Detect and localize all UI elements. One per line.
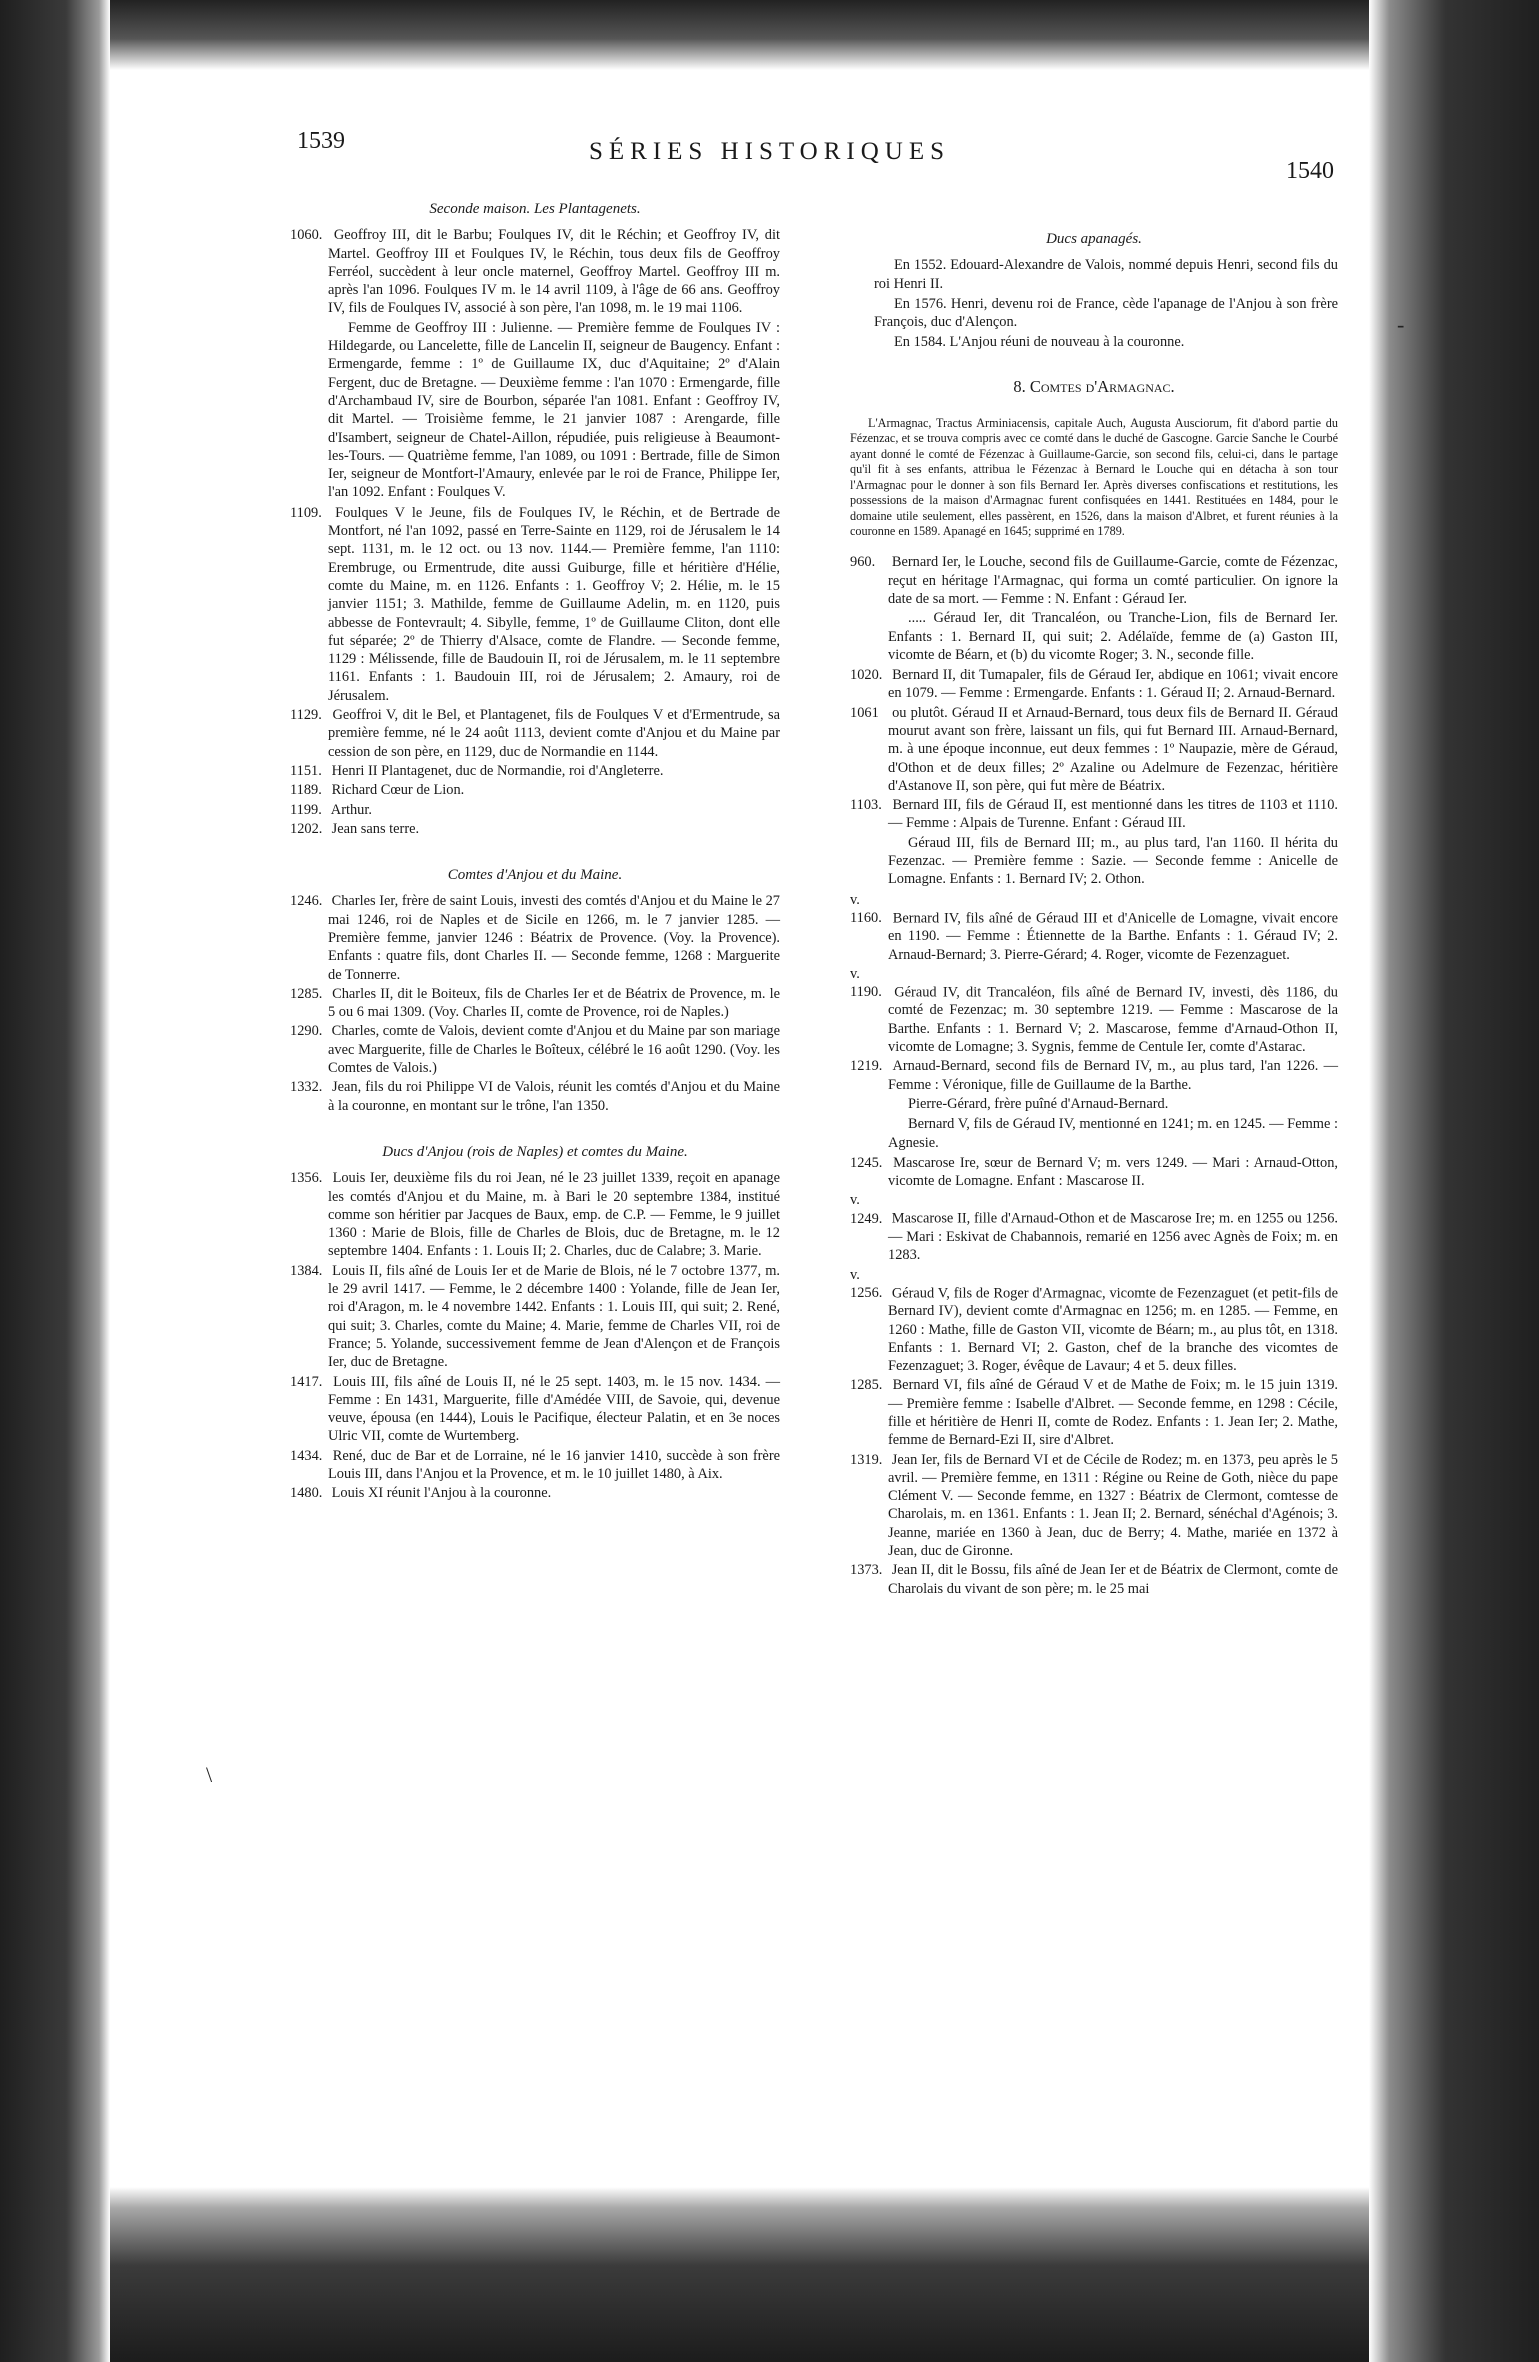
entry-year: 1103. [850, 797, 882, 814]
entry-text: Geoffroy III, dit le Barbu; Foulques IV, dit le Réchin; et Geoffroy IV, dit Martel. Geoffroy III et Foulques IV, le Réchin, tous deux fils de Geoffroy Ferréol, succèdent à leur oncle maternel, Geoffroy Martel. Geoffroy III m. après l'an 1096. Foulques IV m. le 14 avril 1109, à l'âge de 66 ans. Geoffroy IV, fils de Foulques IV, associé à son père, l'an 1098, m. le 19 mai 1106. [328, 227, 780, 317]
entry-text: Bernard V, fils de Géraud IV, mentionné en 1241; m. en 1245. — Femme : Agnesie. [888, 1116, 1338, 1151]
entry-year: 1061 [850, 704, 879, 721]
entry-text: René, duc de Bar et de Lorraine, né le 16 janvier 1410, succède à son frère Louis III, dans l'Anjou et la Provence, et m. le 10 juillet 1480, à Aix. [328, 1447, 780, 1482]
entry-year: 1319. [850, 1451, 883, 1468]
entry-year: 1332. [290, 1079, 323, 1096]
entry-year: 960. [850, 554, 876, 571]
entry-year: v. 1249. [850, 1192, 883, 1227]
page-number-left: 1539 [297, 128, 345, 154]
entry [850, 891, 1338, 964]
entry [850, 553, 1338, 608]
entry [850, 1154, 1338, 1191]
apanage-line: En 1552. Edouard-Alexandre de Valois, nommé depuis Henri, second fils du roi Henri II. [874, 257, 1338, 292]
entry [850, 1115, 1338, 1152]
entry [290, 762, 780, 780]
entry [850, 1191, 1338, 1264]
entry-text: Charles II, dit le Boiteux, fils de Charles Ier et de Béatrix de Provence, m. le 5 ou 6 mai 1309. (Voy. Charles II, comte de Provence, roi de Naples.) [328, 985, 780, 1021]
left-column [290, 190, 780, 1504]
entry-text: Bernard Ier, le Louche, second fils de Guillaume-Garcie, comte de Fézenzac, reçut en héritage l'Armagnac, qui forma un comté particulier. On ignore la date de sa mort. — Femme : N. Enfant : Géraud Ier. [888, 554, 1338, 607]
entry-text: Arnaud-Bernard, second fils de Bernard IV, m., au plus tard, l'an 1226. — Femme : Véronique, fille de Guillaume de la Barthe. [888, 1058, 1338, 1093]
entry-year: 1109. [290, 504, 322, 521]
entry [290, 801, 780, 819]
entry-year: 1373. [850, 1562, 883, 1579]
entry [290, 319, 780, 502]
entry-year: v. 1256. [850, 1266, 883, 1301]
entry-year: 1219. [850, 1058, 883, 1075]
entry [290, 985, 780, 1022]
page-number-right: 1540 [1286, 158, 1334, 184]
entry-text: Géraud III, fils de Bernard III; m., au plus tard, l'an 1160. Il hérita du Fezenzac. — Première femme : Sazie. — Seconde femme : Anicelle de Lomagne. Enfants : 1. Bernard IV; 2. Othon. [888, 834, 1338, 888]
entry-text: Jean, fils du roi Philippe VI de Valois, réunit les comtés d'Anjou et du Maine à la couronne, en montant sur le trône, l'an 1350. [328, 1079, 780, 1114]
entry [850, 1451, 1338, 1561]
entry-text: Jean II, dit le Bossu, fils aîné de Jean Ier et de Béatrix de Clermont, comte de Charolais du vivant de son père; m. le 25 mai [888, 1562, 1338, 1597]
entry-text: Geoffroi V, dit le Bel, et Plantagenet, fils de Foulques V et d'Ermentrude, sa première femme, né le 24 août 1113, devient comte d'Anjou et du Maine par cession de son père, en 1129, duc de Normandie en 1144. [328, 707, 780, 760]
entry [850, 666, 1338, 703]
entry [290, 1169, 780, 1260]
entry-year: 1285. [850, 1377, 883, 1394]
entry-text: ou plutôt. Géraud II et Arnaud-Bernard, tous deux fils de Bernard II. Géraud mourut avant son frère, laissant un fils, qui fut Bernard III. Arnaud-Bernard, m. à une époque inconnue, eut deux femmes : 1º Naupazie, mère de Géraud, d'Othon et de deux filles; 2º Azaline ou Adelmure de Fezenzac, héritière d'Astanove II, son père, qui fut mère de Béatrix. [888, 704, 1338, 794]
section-title: Seconde maison. Les Plantagenets. [429, 201, 641, 217]
entry-text: Henri II Plantagenet, duc de Normandie, roi d'Angleterre. [328, 762, 664, 779]
entry-year: 1151. [290, 762, 322, 779]
entry-text: Mascarose II, fille d'Arnaud-Othon et de Mascarose Ire; m. en 1255 ou 1256. — Mari : Eskivat de Chabannois, remarié en 1256 avec Agnès de Foix; m. en 1283. [888, 1210, 1338, 1264]
running-header: SÉRIES HISTORIQUES [588, 138, 951, 165]
entry-text: ..... Géraud Ier, dit Trancaléon, ou Tranche-Lion, fils de Bernard Ier. Enfants : 1. Bernard II, qui suit; 2. Adélaïde, femme de (a) Gaston III, vicomte de Béarn, et (b) du vicomte Roger; 3. N., seconde fille. [888, 610, 1338, 663]
right-column [850, 190, 1338, 1599]
entry-text: Louis III, fils aîné de Louis II, né le 25 sept. 1403, m. le 15 nov. 1434. — Femme : En 1431, Marguerite, fille d'Amédée VIII, de Savoie, qui, devenue veuve, épousa (en 1444), Louis le Pacifique, électeur Palatin, et en 3e noces Ulric VII, comte de Wurtemberg. [328, 1373, 780, 1445]
entry-text: Femme de Geoffroy III : Julienne. — Première femme de Foulques IV : Hildegarde, ou Lancelette, fille de Lancelin II, seigneur de Baugency. Enfant : Ermengarde, femme : 1º de Guillaume IX, duc d'Aquitaine; 2º d'Alain Fergent, duc de Bretagne. — Deuxième femme : l'an 1070 : Ermengarde, fille d'Archambaud IV, sire de Bourbon, séparée l'an 1081. Enfant : Geoffroy IV, dit Martel. — Troisième femme, le 21 janvier 1087 : Arengarde, fille d'Isambert, seigneur de Chatel-Aillon, répudiée, puis religieuse à Beaumont-les-Tours. — Quatrième femme, l'an 1089, ou 1091 : Bertrade, fille de Simon Ier, seigneur de Montfort-l'Amaury, enlevée par le roi de France, Philippe Ier, l'an 1092. Enfant : Foulques V. [328, 319, 780, 501]
entry-year: 1356. [290, 1170, 323, 1187]
entry-text: Géraud V, fils de Roger d'Armagnac, vicomte de Fezenzaguet (et petit-fils de Bernard IV), devient comte d'Armagnac en 1256; m. en 1285. — Femme, en 1260 : Mathe, fille de Gaston VII, vicomte de Béarn; m., au plus tôt, en 1318. Enfants : 1. Bernard VI; 2. Gaston, chef de la branche des vicomtes de Fezenzaguet; 3. Roger, évêque de Lavaur; 4 et 5. deux filles. [888, 1284, 1338, 1375]
entry [850, 834, 1338, 889]
entry-text: Charles Ier, frère de saint Louis, investi des comtés d'Anjou et du Maine le 27 mai 1246, roi de Naples et de Sicile en 1266, m. le 7 janvier 1285. — Première femme, janvier 1246 : Béatrix de Provence. (Voy. la Provence). Enfants : quatre fils, dont Charles II. — Seconde femme, 1268 : Marguerite de Tonnerre. [328, 893, 780, 983]
entry [850, 704, 1338, 795]
entry-year: 1417. [290, 1373, 323, 1390]
entry-text: Bernard VI, fils aîné de Géraud V et de Mathe de Foix; m. le 15 juin 1319. — Première femme : Isabelle d'Albret. — Seconde femme, en 1298 : Cécile, fille et héritière de Henri II, comte de Rodez. Enfants : 1. Jean Ier; 2. Mathe, femme de Bernard-Ezi II, sire d'Albret. [888, 1377, 1338, 1449]
apanage-line: En 1584. L'Anjou réuni de nouveau à la couronne. [894, 334, 1185, 351]
entry [850, 1057, 1338, 1094]
entry-year: 1434. [290, 1447, 323, 1464]
entry [290, 1022, 780, 1077]
entry [290, 1484, 780, 1502]
entry [290, 1262, 780, 1372]
section-title: Ducs d'Anjou (rois de Naples) et comtes du Maine. [382, 1143, 688, 1160]
entry [290, 226, 780, 317]
entry-text: Pierre-Gérard, frère puîné d'Arnaud-Bernard. [908, 1095, 1169, 1112]
entry-year: v. 1190. [850, 965, 882, 1001]
entry [850, 1376, 1338, 1449]
entry-text: Bernard IV, fils aîné de Géraud III et d'Anicelle de Lomagne, vivait encore en 1190. — Femme : Étiennette de la Barthe. Enfants : 1. Géraud IV; 2. Arnaud-Bernard; 3. Pierre-Gérard; 4. Roger, vicomte de Fezenzaguet. [888, 909, 1338, 963]
entry [850, 609, 1338, 664]
entry [290, 706, 780, 761]
scan-border-left [0, 0, 110, 2362]
margin-mark: - [1397, 312, 1405, 337]
entry-year: 1129. [290, 707, 322, 724]
entry-year: 1060. [290, 227, 323, 244]
entry-year: 1480. [290, 1485, 323, 1502]
entry [290, 892, 780, 983]
entry [290, 504, 780, 705]
entry-text: Foulques V le Jeune, fils de Foulques IV, le Réchin, et de Bertrade de Montfort, né l'an 1092, passé en Terre-Sainte en 1129, roi de Jérusalem le 14 sept. 1131, m. le 12 oct. ou 13 nov. 1144.— Première femme, l'an 1110: Erembruge, ou Ermentrude, dite aussi Guiburge, fille et héritière d'Hélie, comte du Maine, m. en 1126. Enfants : 1. Geoffroy V; 2. Hélie, m. le 15 janvier 1151; 3. Mathilde, femme de Guillaume Adelin, m. en 1120, puis abbesse de Fontevrault; 4. Sibylle, femme, 1º de Guillaume Cliton, dont elle fut séparée; 2º de Thierry d'Alsace, comte de Flandre. — Seconde femme, 1129 : Mélissende, fille de Baudouin II, roi de Jérusalem, m. le 11 septembre 1161. Enfants : 1. Baudouin III, roi de Jérusalem; 2. Amaury, roi de Jérusalem. [328, 504, 780, 704]
entry-text: Jean Ier, fils de Bernard VI et de Cécile de Rodez; m. en 1373, peu après le 5 avril. — Première femme, en 1311 : Régine ou Reine de Goth, nièce du pape Clément V. — Seconde femme, en 1327 : Béatrix de Clermont, comtesse de Charolais, m. en 1361. Enfants : 1. Jean II; 2. Bernard, sénéchal d'Agénois; 3. Jeanne, mariée en 1360 à Jean, duc de Berry; 4. Mathe, mariée en 1372 à Jean, duc de Gironne. [888, 1451, 1338, 1560]
entry-year: 1202. [290, 820, 323, 837]
entry [850, 965, 1338, 1056]
entry-text: Louis Ier, deuxième fils du roi Jean, né le 23 juillet 1339, reçoit en apanage les comtés d'Anjou et du Maine, m. à Bari le 20 septembre 1384, institué comme son héritier par Jacques de Baux, emp. de C.P. — Femme, le 9 juillet 1360 : Marie de Blois, fille de Charles de Blois, duc de Bretagne, m. le 12 septembre 1404. Enfants : 1. Louis II; 2. Charles, duc de Calabre; 3. Marie. [328, 1170, 780, 1260]
entry-text: Bernard II, dit Tumapaler, fils de Géraud Ier, abdique en 1061; vivait encore en 1079. — Femme : Ermengarde. Enfants : 1. Géraud II; 2. Arnaud-Bernard. [888, 667, 1338, 702]
entry [850, 796, 1338, 833]
entry-text: Géraud IV, dit Trancaléon, fils aîné de Bernard IV, investi, dès 1186, du comté de Fezenzac; m. 30 septembre 1219. — Femme : Mascarose de la Barthe. Enfants : 1. Bernard V; 2. Mascarose, femme d'Arnaud-Othon II, vicomte de Lomagne; 3. Sygnis, femme de Centule Ier, comte d'Astarac. [888, 984, 1338, 1056]
margin-mark: \ [206, 1762, 213, 1787]
scan-border-top [0, 0, 1539, 70]
section-title: 8. Comtes d'Armagnac. [1013, 376, 1175, 396]
entry-text: Louis XI réunit l'Anjou à la couronne. [328, 1485, 552, 1502]
section-intro: L'Armagnac, Tractus Arminiacensis, capitale Auch, Augusta Ausciorum, fit d'abord partie du Fézenzac, et se trouva compris avec ce comté dans le duché de Gascogne. Garcie Sanche le Courbé ayant donné le comté de Fézenzac à Guillaume-Garcie, son second fils, celui-ci, dans le partage qu'il fit à ses enfants, attribua le Fézenzac à Bernard le Louche qui en détacha à son tour l'Armagnac pour le donner à son fils Bernard Ier. Après diverses confiscations et restitutions, les possessions de la maison d'Armagnac furent confisquées en 1441. Restituées en 1484, pour le domaine utile seulement, elles passèrent, en 1526, dans la maison d'Albret, et furent réunies à la couronne en 1589. Apanagé en 1645; supprimé en 1789. [850, 416, 1338, 538]
entry-year: 1245. [850, 1154, 883, 1171]
apanage-line: En 1576. Henri, devenu roi de France, cède l'apanage de l'Anjou à son frère François, duc d'Alençon. [874, 295, 1338, 331]
entry [290, 1373, 780, 1446]
entry-year: v. 1160. [850, 891, 882, 926]
entry [290, 820, 780, 838]
entry [850, 1095, 1338, 1113]
entry-text: Richard Cœur de Lion. [328, 782, 465, 799]
entry [850, 1266, 1338, 1376]
entry-text: Mascarose Ire, sœur de Bernard V; m. vers 1249. — Mari : Arnaud-Otton, vicomte de Lomagne. Enfant : Mascarose II. [888, 1154, 1338, 1190]
entry [850, 1561, 1338, 1598]
section-title: Comtes d'Anjou et du Maine. [447, 867, 623, 884]
scan-border-bottom [0, 2187, 1539, 2362]
entry-year: 1290. [290, 1023, 323, 1040]
entry-year: 1285. [290, 985, 323, 1002]
entry-text: Louis II, fils aîné de Louis Ier et de Marie de Blois, né le 7 octobre 1377, m. le 29 avril 1417. — Femme, le 2 décembre 1400 : Yolande, fille de Jean Ier, roi d'Aragon, m. le 4 novembre 1442. Enfants : 1. Louis III, qui suit; 2. René, qui suit; 3. Charles, comte du Maine; 4. Marie, femme de Charles VII, roi de France; 5. Yolande, successivement femme de Jean d'Alençon et de François Ier, duc de Bretagne. [328, 1262, 780, 1371]
entry-year: 1246. [290, 893, 323, 910]
entry-text: Charles, comte de Valois, devient comte d'Anjou et du Maine par son mariage avec Marguerite, fille de Charles le Boîteux, célébré le 16 août 1290. (Voy. les Comtes de Valois.) [328, 1023, 780, 1077]
section-title: Ducs apanagés. [1046, 231, 1142, 247]
entry-text: Arthur. [328, 801, 372, 818]
entry [290, 1447, 780, 1484]
entry [290, 1078, 780, 1115]
entry-text: Jean sans terre. [328, 820, 420, 837]
entry-year: 1199. [290, 801, 322, 818]
entry [290, 781, 780, 799]
scan-border-right [1369, 0, 1539, 2362]
entry-year: 1384. [290, 1262, 323, 1279]
entry-year: 1189. [290, 782, 322, 799]
entry-year: 1020. [850, 667, 883, 684]
entry-text: Bernard III, fils de Géraud II, est mentionné dans les titres de 1103 et 1110. — Femme : Alpais de Turenne. Enfant : Géraud III. [888, 797, 1338, 832]
